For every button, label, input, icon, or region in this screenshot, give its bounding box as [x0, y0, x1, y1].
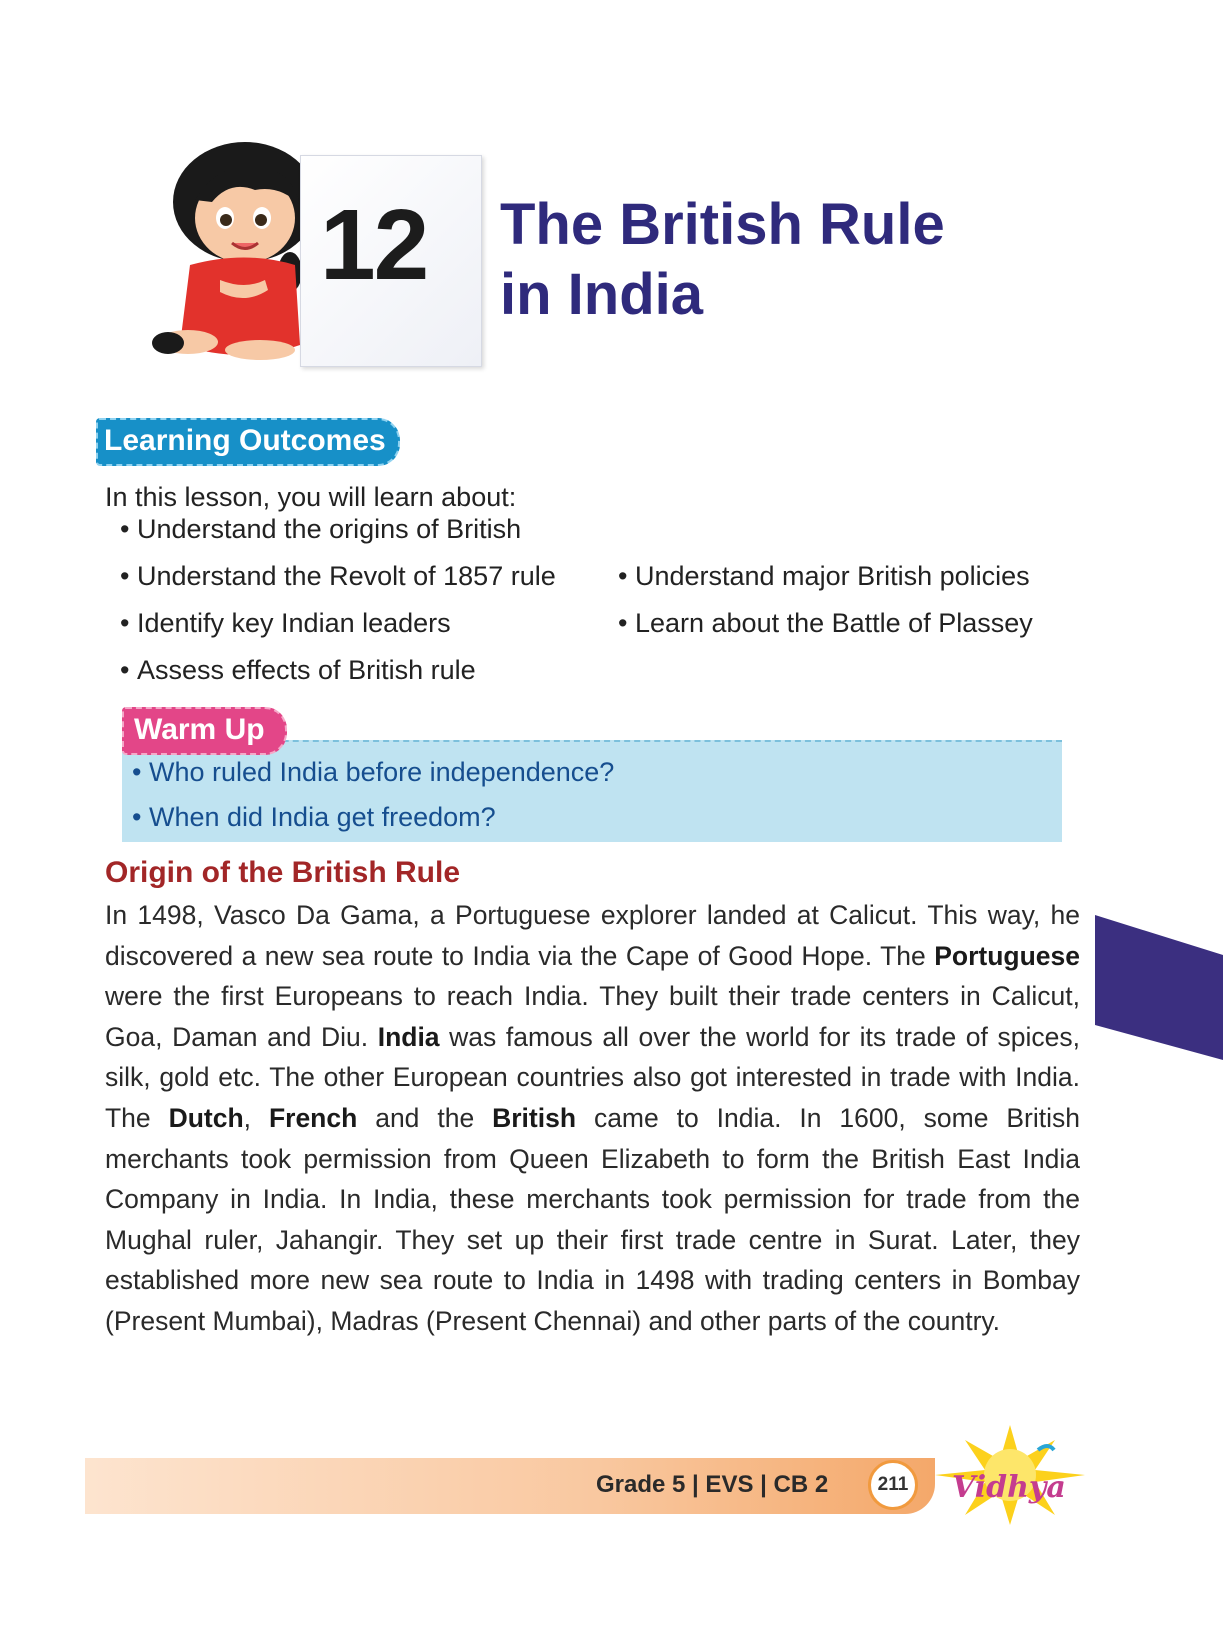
- footer-label: Grade 5 | EVS | CB 2: [596, 1471, 829, 1498]
- learning-outcome-item: • Understand the Revolt of 1857 rule: [120, 561, 556, 592]
- term-portuguese: Portuguese: [934, 940, 1080, 971]
- learning-outcome-item: • Assess effects of British rule: [120, 655, 476, 686]
- warm-up-heading: Warm Up: [122, 707, 287, 755]
- term-british: British: [492, 1102, 577, 1133]
- chapter-title-line2: in India: [500, 262, 703, 327]
- learning-outcome-item: • Understand major British policies: [618, 561, 1030, 592]
- chapter-title-line1: The British Rule: [500, 192, 945, 257]
- learning-outcome-item: • Identify key Indian leaders: [120, 608, 451, 639]
- term-dutch: Dutch: [168, 1102, 244, 1133]
- learning-outcomes-intro: In this lesson, you will learn about:: [105, 482, 517, 512]
- term-india: India: [377, 1021, 440, 1052]
- warm-up-question: • Who ruled India before independence?: [132, 757, 614, 788]
- warm-up-question: • When did India get freedom?: [132, 802, 496, 833]
- learning-outcomes-heading: Learning Outcomes: [96, 418, 400, 466]
- section-heading: Origin of the British Rule: [105, 856, 461, 889]
- page-number: 211: [877, 1474, 909, 1495]
- section-paragraph: In 1498, Vasco Da Gama, a Portuguese explorer landed at Calicut. This way, he discovered a new sea route to India via the Cape of Good Hope. The Portuguese were the first Europeans to reach India. They built their trade centers in Calicut, Goa, Daman and Diu. India was famous all over the world for its trade of spices, silk, gold etc. The other European countries also got interested in trade with India. The Dutch, French and the British came to India. In 1600, some British merchants took permission from Queen Elizabeth to form the British East India Company in India. In India, these merchants took permission for trade from the Mughal ruler, Jahangir. They set up their first trade centre in Surat. Later, they established more new sea route to India in 1498 with trading centers in Bombay (Present Mumbai), Madras (Present Chennai) and other parts of the country.: [105, 900, 1081, 1336]
- side-tab-marker: [1095, 915, 1223, 1060]
- term-french: French: [268, 1102, 358, 1133]
- chapter-number: 12: [320, 189, 428, 301]
- logo-text: Vidhya: [952, 1470, 1066, 1505]
- learning-outcome-item: • Learn about the Battle of Plassey: [618, 608, 1033, 639]
- chapter-title: [500, 190, 1020, 330]
- learning-outcome-item: • Understand the origins of British: [120, 514, 521, 545]
